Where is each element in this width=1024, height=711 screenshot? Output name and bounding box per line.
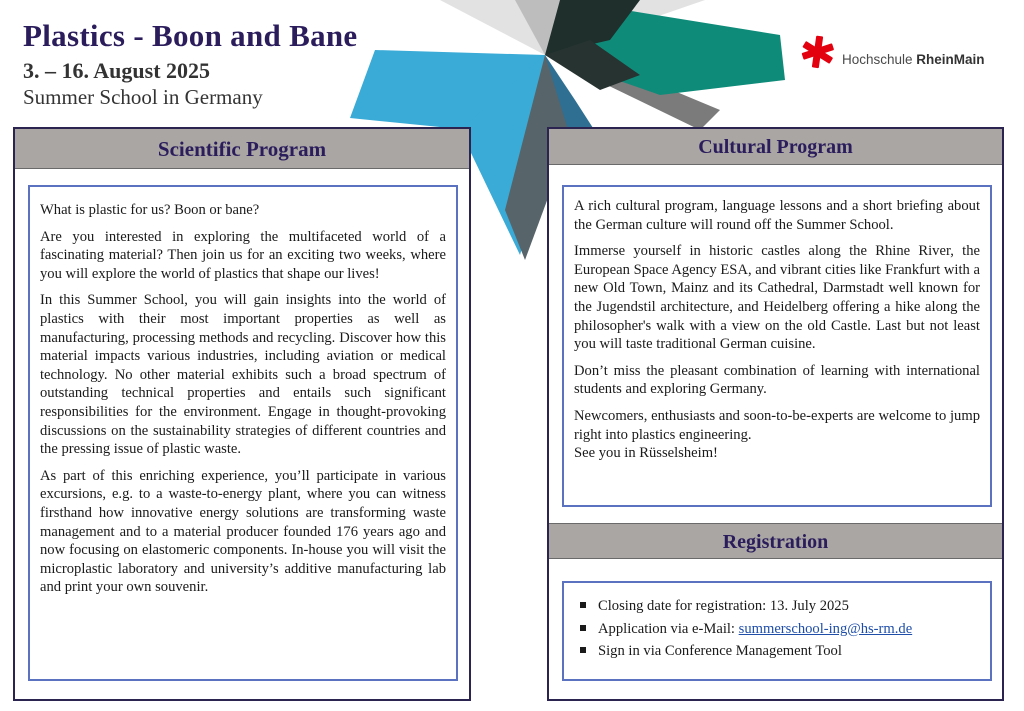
application-text [598,620,912,639]
scientific-program-heading: Scientific Program [15,129,469,169]
red-asterisk-logo-icon [800,34,836,70]
cultural-paragraph-2: Immerse yourself in historic castles along the Rhine River, the European Space Agency ESA, and vibrant cities like Frankfurt with a new Old Town, Mainz and its Cathedral, Darmstadt well known for the Jugendstil architecture, and Heidelberg offering a hike along the philosopher's walk with a view on the old Castle. Last but not least you will taste traditional German cuisine. [574,243,980,353]
university-name-light: Hochschule [842,51,917,67]
scientific-paragraph-2: Are you interested in exploring the multifaceted world of a fascinating material? Then join us for an exciting two weeks, where you will explore the world of plastics that shape our lives! [40,228,446,282]
scientific-paragraph-4: As part of this enriching experience, you’ll participate in various excursions, e.g. to a waste-to-energy plant, where you can witness firsthand how innovative energy solutions are transforming waste management and to a material producer founded 176 years ago and now focusing on elastomeric components. In-house you will visit the microplastic laboratory and university’s additive manufacturing lab and print your own souvenir. [40,467,446,596]
bullet-icon [580,625,586,631]
page-subtitle: Summer School in Germany [23,85,263,109]
cultural-closing: See you in Rüsselsheim! [574,445,718,462]
bullet-icon [580,602,586,608]
registration-heading: Registration [549,523,1002,559]
page-title: Plastics - Boon and Bane [23,18,358,53]
cultural-program-text [562,185,992,507]
university-logo [800,34,985,70]
registration-box [562,581,992,681]
list-item [580,620,980,639]
cultural-paragraph-4: Newcomers, enthusiasts and soon-to-be-experts are welcome to jump right into plastics engineering. [574,407,980,443]
sign-in-text: Sign in via Conference Management Tool [598,643,842,660]
registration-list [574,597,980,661]
scientific-paragraph-1: What is plastic for us? Boon or bane? [40,202,260,218]
closing-date-text: Closing date for registration: 13. July 2025 [598,598,849,614]
list-item [580,597,980,616]
cultural-program-heading: Cultural Program [549,129,1002,165]
event-dates: 3. – 16. August 2025 [23,58,211,83]
bullet-icon [580,647,586,653]
university-name-bold: RheinMain [916,51,985,67]
cultural-program-panel [547,127,1004,701]
page-header [23,18,357,110]
scientific-paragraph-3: In this Summer School, you will gain insights into the world of plastics with their most important properties as well as manufacturing, processing methods and recycling. Discover how this material impacts various industries, including aviation or medical technology. No other material exhibits such a broad spectrum of outstanding technical properties and entails such significant responsibilities for the environment. Engage in thought-provoking discussions on the sustainability strategies of different countries and the pressing issue of plastic waste. [40,292,446,458]
scientific-program-text [28,185,458,681]
email-link[interactable]: summerschool-ing@hs-rm.de [738,620,913,637]
cultural-paragraph-1: A rich cultural program, language lessons and a short briefing about the German culture will round off the Summer School. [574,198,980,233]
application-prefix: Application via e-Mail: [598,620,739,637]
cultural-paragraph-3: Don’t miss the pleasant combination of learning with international students and exploring Germany. [574,362,980,398]
scientific-program-panel [13,127,471,701]
university-name [842,52,985,67]
list-item [580,642,980,661]
